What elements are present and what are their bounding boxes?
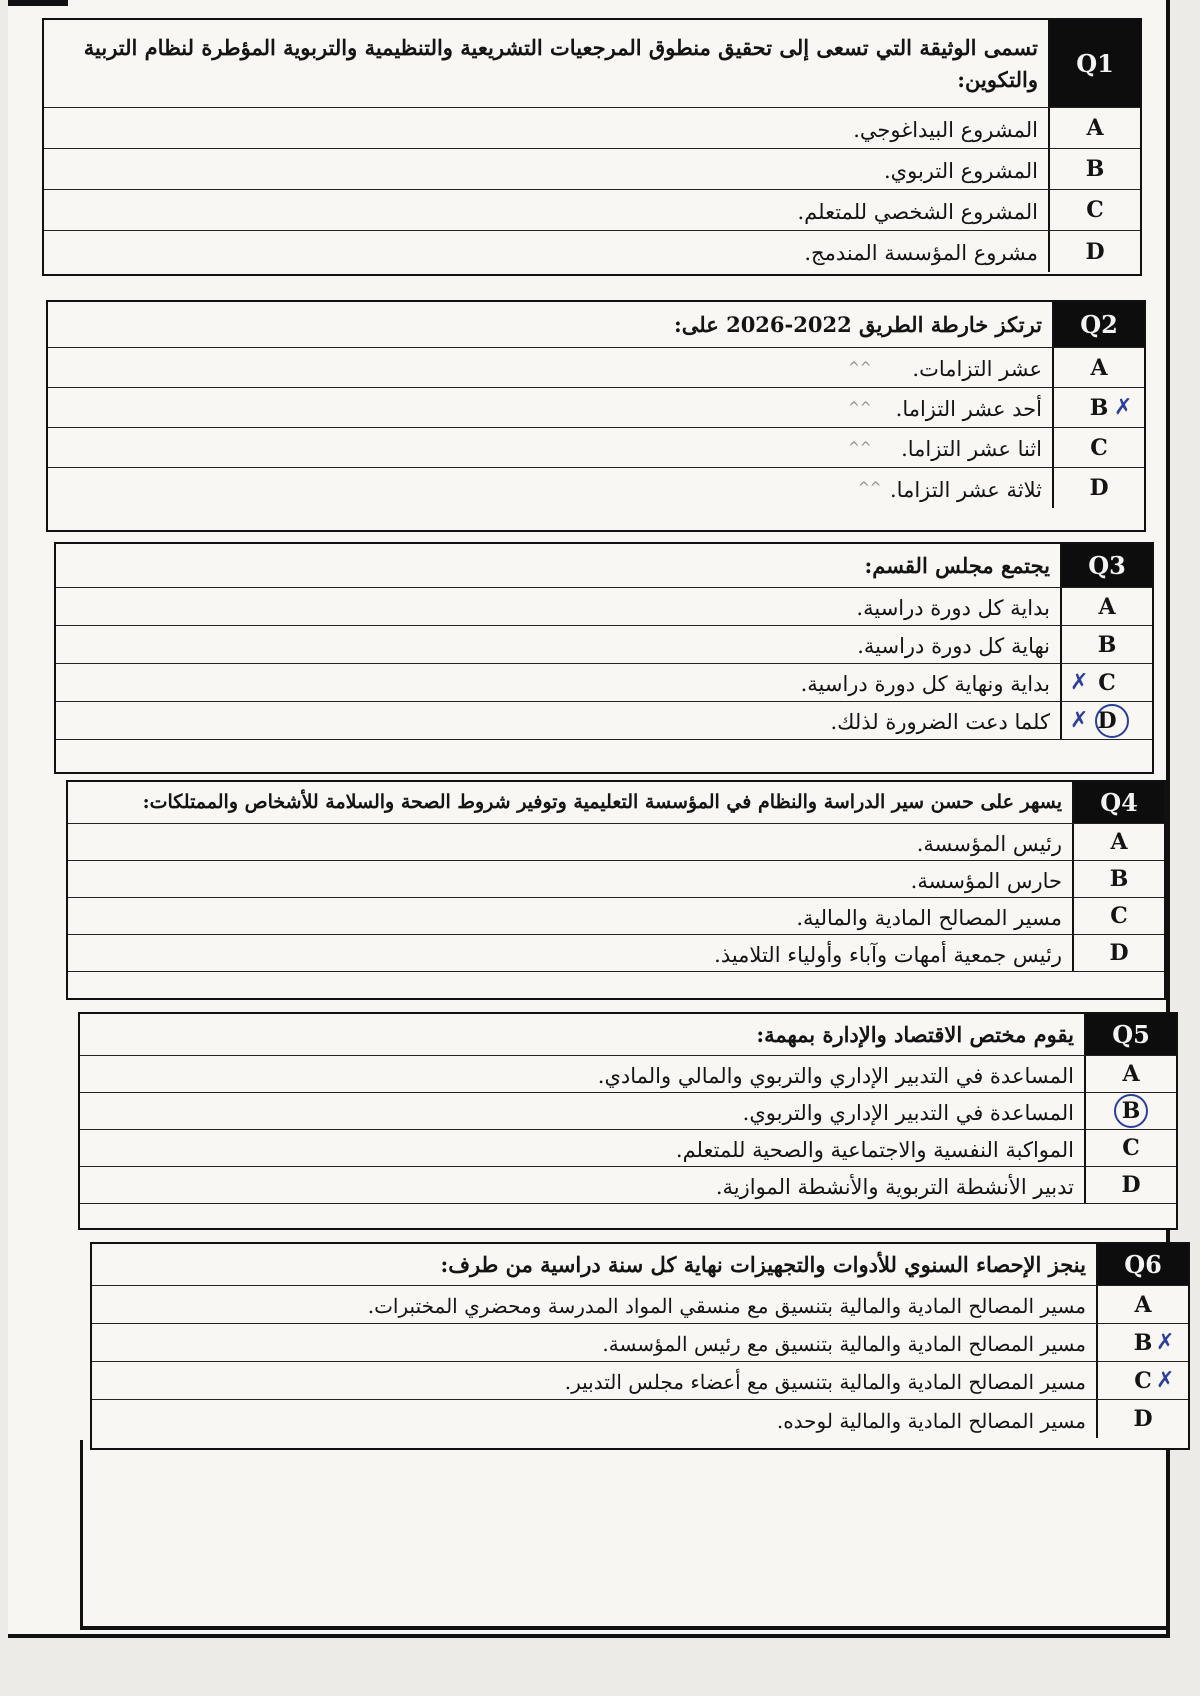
question-stem: يسهر على حسن سير الدراسة والنظام في المؤسسة التعليمية وتوفير شروط الصحة والسلامة للأشخاص والممتلكات: [142, 791, 1062, 814]
question-row [56, 544, 1152, 588]
option-text: اثنا عشر التزاما. [901, 437, 1042, 462]
question-block-q2 [46, 300, 1146, 532]
option-row [44, 231, 1140, 272]
option-row [80, 1167, 1176, 1204]
option-row [48, 388, 1144, 428]
option-letter: D [1048, 231, 1140, 272]
option-letter: A [1072, 824, 1164, 860]
option-row [68, 824, 1164, 861]
option-text: مشروع المؤسسة المندمج. [804, 241, 1038, 266]
pencil-tick: ^^ [848, 400, 872, 416]
frame-left-edge [80, 1440, 83, 1628]
pencil-tick: ^^ [848, 360, 872, 376]
exam-sheet [8, 0, 1175, 1638]
option-letter: B [1048, 149, 1140, 189]
option-row [80, 1056, 1176, 1093]
option-text: المساعدة في التدبير الإداري والتربوي والمالي والمادي. [597, 1063, 1074, 1088]
option-row [92, 1400, 1188, 1438]
option-letter: C [1048, 190, 1140, 230]
option-row [92, 1362, 1188, 1400]
option-letter [1060, 702, 1152, 739]
question-block-q1 [42, 18, 1142, 276]
option-row [44, 108, 1140, 149]
option-letter: A [1060, 588, 1152, 625]
option-letter: A [1052, 348, 1144, 387]
option-row [92, 1286, 1188, 1324]
option-text: مسير المصالح المادية والمالية بتنسيق مع أعضاء مجلس التدبير. [564, 1370, 1086, 1394]
option-text: مسير المصالح المادية والمالية بتنسيق مع منسقي المواد المدرسة ومحضري المختبرات. [367, 1294, 1086, 1318]
question-number: Q1 [1048, 20, 1140, 107]
option-row [80, 1093, 1176, 1130]
option-letter: D [1084, 1167, 1176, 1203]
option-letter [1052, 388, 1144, 427]
cross-mark: ✗ [1070, 708, 1089, 733]
option-letter-label: B [1133, 1329, 1153, 1356]
answer-circle [1095, 704, 1129, 738]
option-letter [1060, 664, 1152, 701]
option-text: المشروع الشخصي للمتعلم. [797, 199, 1038, 224]
option-row [56, 664, 1152, 702]
top-rule [8, 0, 68, 6]
question-number: Q3 [1060, 544, 1152, 587]
option-letter: D [1052, 468, 1144, 508]
option-text: كلما دعت الضرورة لذلك. [830, 710, 1050, 735]
answer-circle [1114, 1094, 1148, 1128]
option-letter: C [1072, 898, 1164, 934]
option-row [56, 702, 1152, 740]
question-row [92, 1244, 1188, 1286]
question-block-q3 [54, 542, 1154, 774]
cross-mark: ✗ [1156, 1368, 1175, 1393]
cross-mark: ✗ [1070, 670, 1089, 695]
question-stem: تسمى الوثيقة التي تسعى إلى تحقيق منطوق المرجعيات التشريعية والتنظيمية والتربوية المؤطرة لنظام التربية والتكوين: [83, 35, 1038, 92]
option-letter: B [1060, 626, 1152, 663]
question-row [44, 20, 1140, 108]
option-row [48, 428, 1144, 468]
option-letter: A [1096, 1286, 1188, 1323]
option-text: المشروع التربوي. [883, 158, 1038, 183]
option-text: المساعدة في التدبير الإداري والتربوي. [742, 1100, 1074, 1125]
option-row [48, 348, 1144, 388]
question-stem: ينجز الإحصاء السنوي للأدوات والتجهيزات نهاية كل سنة دراسية من طرف: [440, 1251, 1086, 1277]
option-text: بداية ونهاية كل دورة دراسية. [800, 672, 1050, 697]
question-number: Q2 [1052, 302, 1144, 347]
question-block-q6 [90, 1242, 1190, 1450]
option-letter-label: C [1134, 1367, 1152, 1394]
option-letter [1096, 1362, 1188, 1399]
pencil-tick: ^^ [858, 480, 882, 496]
option-letter-label: B [1121, 1098, 1141, 1124]
question-block-q4 [66, 780, 1166, 1000]
option-letter-label: D [1097, 707, 1117, 734]
question-row [68, 782, 1164, 824]
option-row [48, 468, 1144, 508]
option-letter: D [1096, 1400, 1188, 1438]
question-stem: يقوم مختص الاقتصاد والإدارة بمهمة: [756, 1021, 1074, 1047]
option-text: أحد عشر التزاما. [895, 397, 1042, 422]
option-row [80, 1130, 1176, 1167]
question-number: Q4 [1072, 782, 1164, 823]
option-text: نهاية كل دورة دراسية. [857, 634, 1050, 659]
question-stem: ترتكز خارطة الطريق 2022-2026 على: [674, 311, 1042, 337]
question-row [80, 1014, 1176, 1056]
option-letter-label: C [1098, 669, 1116, 696]
option-text: مسير المصالح المادية والمالية بتنسيق مع رئيس المؤسسة. [602, 1332, 1086, 1356]
option-letter: B [1072, 861, 1164, 897]
option-text: ثلاثة عشر التزاما. [890, 477, 1042, 502]
option-letter: D [1072, 935, 1164, 971]
question-stem: يجتمع مجلس القسم: [864, 552, 1050, 578]
option-letter: A [1084, 1056, 1176, 1092]
option-letter: C [1052, 428, 1144, 467]
question-row [48, 302, 1144, 348]
option-letter: C [1084, 1130, 1176, 1166]
question-block-q5 [78, 1012, 1178, 1230]
blank-row [68, 972, 1164, 998]
frame-bottom-edge [80, 1626, 1170, 1630]
option-row [68, 935, 1164, 972]
question-number: Q5 [1084, 1014, 1176, 1055]
option-row [44, 149, 1140, 190]
blank-row [80, 1204, 1176, 1228]
option-text: رئيس المؤسسة. [916, 831, 1062, 856]
option-letter-label: B [1089, 394, 1109, 421]
option-row [44, 190, 1140, 231]
option-text: تدبير الأنشطة التربوية والأنشطة الموازية. [715, 1174, 1074, 1199]
pencil-tick: ^^ [848, 440, 872, 456]
option-row [56, 588, 1152, 626]
option-text: رئيس جمعية أمهات وآباء وأولياء التلاميذ. [714, 942, 1062, 967]
option-text: بداية كل دورة دراسية. [856, 596, 1050, 621]
option-row [68, 861, 1164, 898]
option-letter [1084, 1093, 1176, 1129]
option-text: مسير المصالح المادية والمالية. [796, 905, 1062, 930]
option-letter: A [1048, 108, 1140, 148]
option-row [92, 1324, 1188, 1362]
cross-mark: ✗ [1156, 1330, 1175, 1355]
option-text: المشروع البيداغوجي. [853, 117, 1038, 142]
blank-row [56, 740, 1152, 774]
option-text: المواكبة النفسية والاجتماعية والصحية للمتعلم. [675, 1137, 1074, 1162]
question-number: Q6 [1096, 1244, 1188, 1285]
option-text: عشر التزامات. [912, 357, 1042, 382]
cross-mark: ✗ [1114, 395, 1133, 420]
option-letter [1096, 1324, 1188, 1361]
option-text: حارس المؤسسة. [910, 868, 1062, 893]
option-row [68, 898, 1164, 935]
option-row [56, 626, 1152, 664]
option-text: مسير المصالح المادية والمالية لوحده. [776, 1408, 1086, 1433]
